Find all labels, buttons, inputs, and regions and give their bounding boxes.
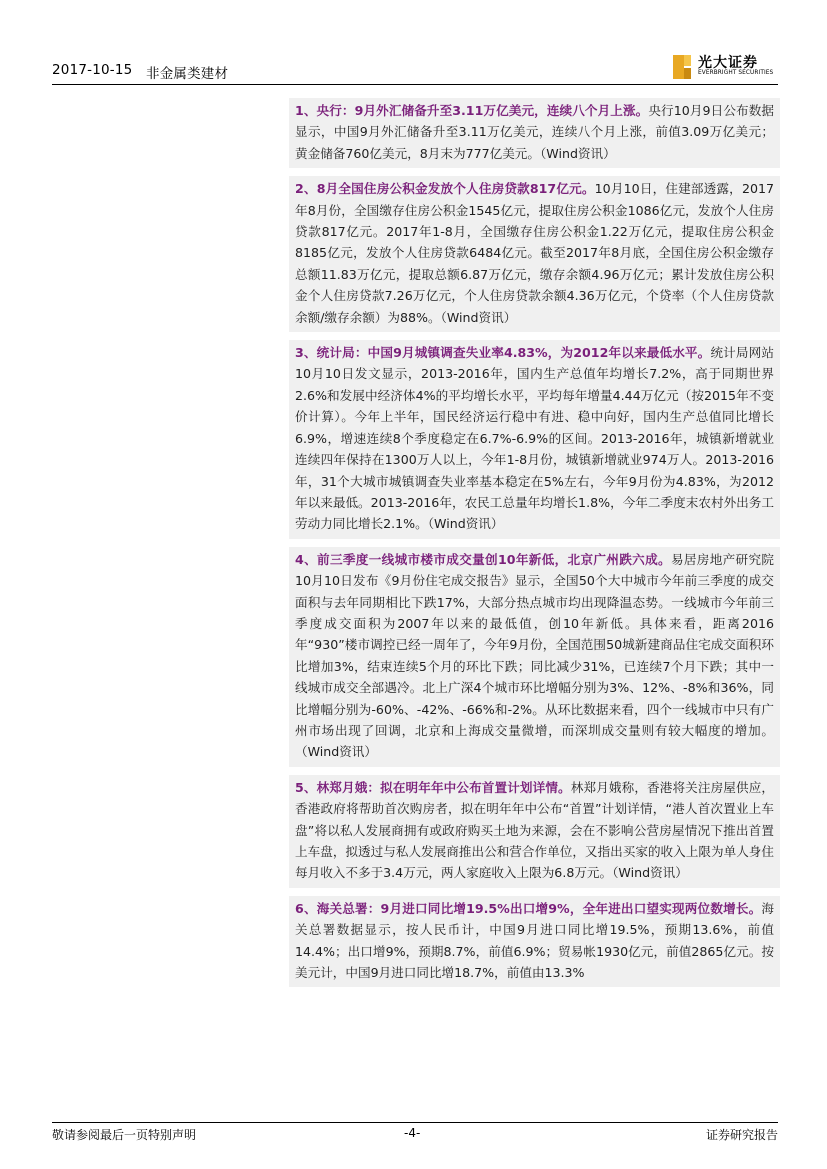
news-headline: 4、前三季度一线城市楼市成交量创10年新低，北京广州跌六成。 bbox=[295, 551, 671, 567]
news-paragraph bbox=[295, 777, 774, 884]
page-footer bbox=[52, 1126, 778, 1142]
news-headline: 6、海关总署：9月进口同比增19.5%出口增9%，全年进出口望实现两位数增长。 bbox=[295, 900, 762, 916]
report-date: 2017-10-15 bbox=[52, 62, 133, 78]
footer-divider bbox=[52, 1122, 778, 1123]
news-headline: 1、央行：9月外汇储备升至3.11万亿美元，连续八个月上涨。 bbox=[295, 103, 649, 118]
news-body: 易居房地产研究院10月10日发布《9月份住宅成交报告》显示，全国50个大中城市今年前三季度的成交面积与去年同期相比下跌17%，大部分热点城市均出现降温态势。一线城市今年前三季度成交面积为2007年以来的最低值，创10年新低。具体来看，距离2016年“930”楼市调控已经一周年了，今年9月份，全国范围50城新建商品住宅成交面积环比增加3%，结束连续5个月的环比下跌；同比减少31%，已连续7个月下跌；其中一线城市成交全部遇冷。北上广深4个城市环比增幅分别为3%、12%、-8%和36%，同比增幅分别为-60%、-42%、-66%和-2%。从环比数据来看，四个一线城市中只有广州市场出现了回调，北京和上海成交量微增，而深圳成交量则有较大幅度的增加。（Wind资讯） bbox=[295, 551, 775, 760]
logo-text-en: EVERBRIGHT SECURITIES bbox=[698, 70, 774, 76]
news-body: 央行10月9日公布数据显示，中国9月外汇储备升至3.11万亿美元，连续八个月上涨，前值3.09万亿美元；黄金储备760亿美元，8月末为777亿美元。（Wind资讯） bbox=[295, 103, 774, 161]
news-item bbox=[289, 176, 780, 332]
news-paragraph bbox=[295, 100, 774, 164]
news-list bbox=[289, 98, 780, 995]
news-headline: 5、林郑月娥：拟在明年年中公布首置计划详情。 bbox=[295, 779, 571, 795]
news-body: 统计局网站10月10日发文显示，2013-2016年，国内生产总值年均增长7.2%，高于同期世界2.6%和发展中经济体4%的平均增长水平，平均每年增量4.44万亿元（按2015年不变价计算）。今年上半年，国民经济运行稳中有进、稳中向好，国内生产总值同比增长6.9%，增速连续8个季度稳定在6.7%-6.9%的区间。2013-2016年，城镇新增就业连续四年保持在1300万人以上，今年1-8月份，城镇新增就业974万人。2013-2016年，31个大城市城镇调查失业率基本稳定在5%左右，今年9月份为4.83%，为2012年以来最低。2013-2016年，农民工总量年均增长1.8%，今年二季度末农村外出务工劳动力同比增长2.1%。（Wind资讯） bbox=[295, 345, 775, 532]
page-number: -4- bbox=[404, 1126, 421, 1140]
news-headline: 2、8月全国住房公积金发放个人住房贷款817亿元。 bbox=[295, 181, 595, 197]
news-item bbox=[289, 98, 780, 168]
company-logo bbox=[672, 52, 778, 82]
report-sector: 非金属类建材 bbox=[146, 66, 229, 82]
logo-mark-icon bbox=[672, 54, 692, 80]
footer-report-type: 证券研究报告 bbox=[705, 1128, 778, 1142]
header-divider bbox=[52, 84, 778, 85]
news-paragraph bbox=[295, 549, 774, 763]
news-item bbox=[289, 340, 780, 539]
news-item bbox=[289, 547, 780, 767]
news-paragraph bbox=[295, 898, 774, 984]
page-header bbox=[52, 56, 778, 82]
news-item bbox=[289, 775, 780, 888]
news-item bbox=[289, 896, 780, 988]
news-body: 海关总署数据显示，按人民币计，中国9月进口同比增19.5%，预期13.6%，前值14.4%；出口增9%，预期8.7%，前值6.9%；贸易帐1930亿元，前值2865亿元。按美元计，中国9月进口同比增18.7%，前值由13.3% bbox=[295, 900, 774, 981]
news-body: 10月10日，住建部透露，2017年8月份，全国缴存住房公积金1545亿元，提取住房公积金1086亿元，发放个人住房贷款817亿元。2017年1-8月，全国缴存住房公积金1.22万亿元，提取住房公积金8185亿元，发放个人住房贷款6484亿元。截至2017年8月底，全国住房公积金缴存总额11.83万亿元，提取总额6.87万亿元，缴存余额4.96万亿元；累计发放住房公积金个人住房贷款7.26万亿元，个人住房贷款余额4.36万亿元，个贷率（个人住房贷款余额/缴存余额）为88%。（Wind资讯） bbox=[295, 181, 774, 325]
news-paragraph bbox=[295, 178, 774, 328]
news-paragraph bbox=[295, 342, 774, 535]
news-body: 林郑月娥称，香港将关注房屋供应，香港政府将帮助首次购房者，拟在明年年中公布“首置”计划详情，“港人首次置业上车盘”将以私人发展商拥有或政府购买土地为来源，会在不影响公营房屋情况下推出首置上车盘，拟透过与私人发展商推出公和营合作单位，又指出买家的收入上限为单人身住每月收入不多于3.4万元，两人家庭收入上限为6.8万元。（Wind资讯） bbox=[295, 779, 775, 881]
footer-disclaimer: 敬请参阅最后一页特别声明 bbox=[52, 1128, 197, 1142]
logo-text-cn: 光大证券 bbox=[698, 55, 758, 71]
news-headline: 3、统计局：中国9月城镇调查失业率4.83%，为2012年以来最低水平。 bbox=[295, 345, 711, 361]
